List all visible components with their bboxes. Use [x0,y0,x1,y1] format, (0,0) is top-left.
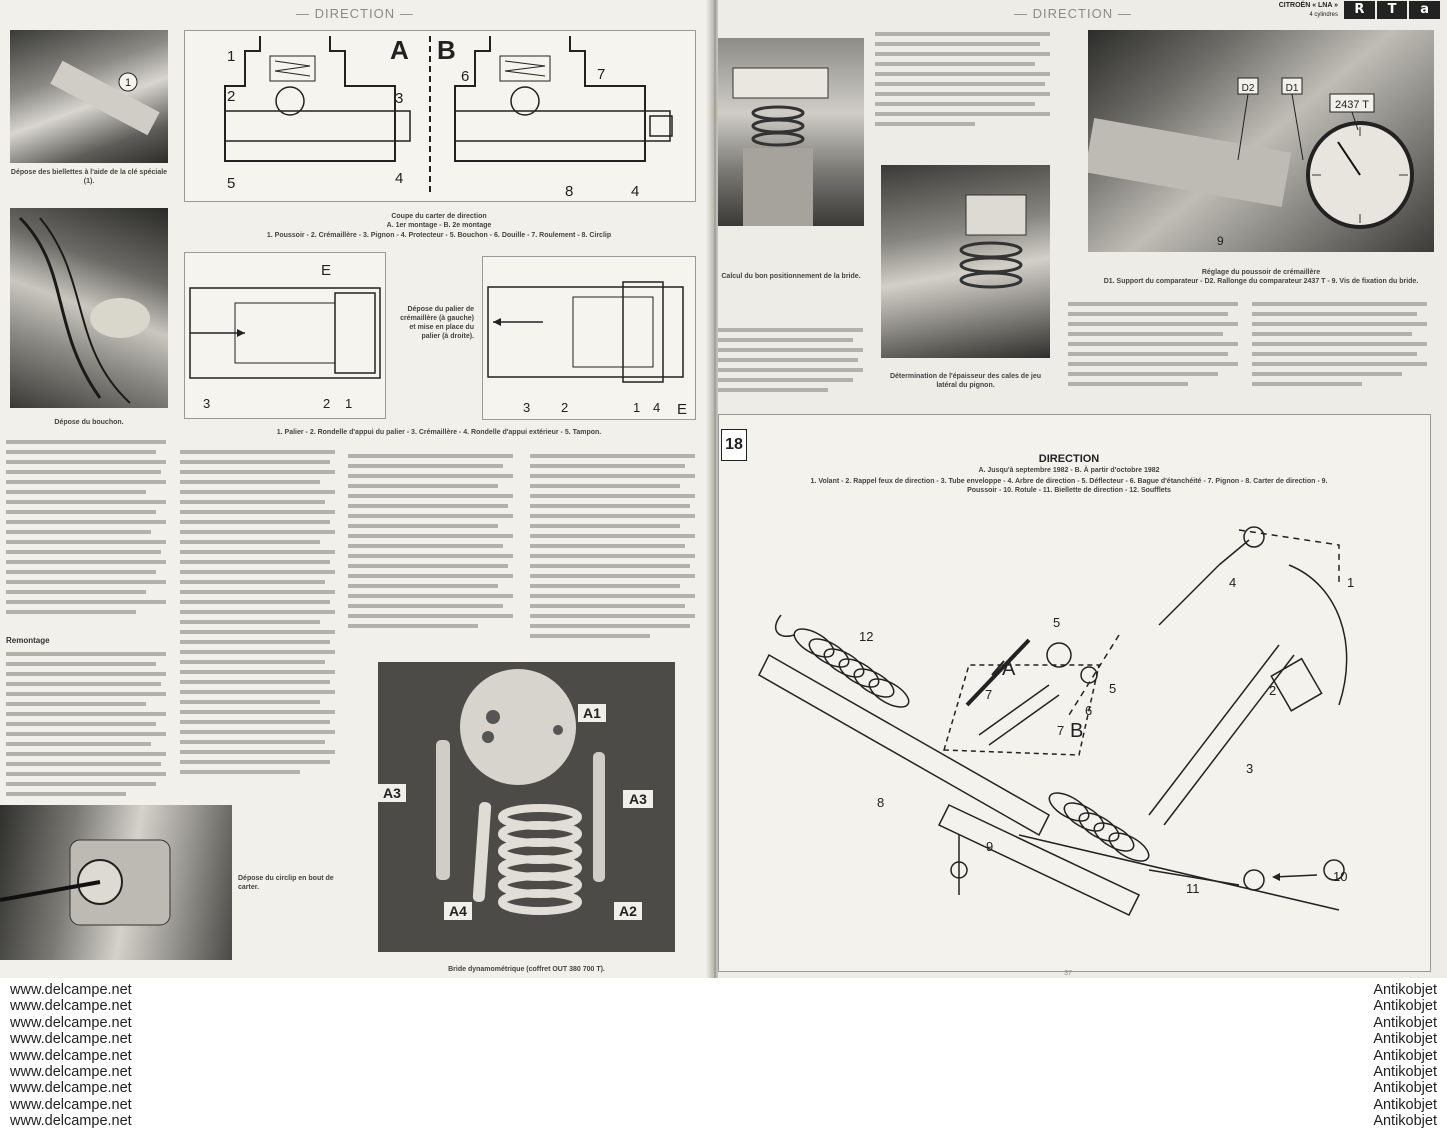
figure1-caption-sub: A. 1er montage - B. 2e montage [386,222,492,229]
callout-3: 3 [1246,761,1254,776]
text-lines-col2 [180,444,340,784]
tool-label-A3-right: A3 [629,791,647,807]
header-model: CITROËN « LNA » [1278,2,1338,9]
fig1-num-4: 4 [395,170,404,187]
figure-steering-housing-section [184,30,696,202]
gauge-sketch [1088,30,1434,252]
page-number: 37 [1064,970,1072,977]
fig2-label-E-right: E [677,401,688,418]
right-text-col-top [875,28,1055,141]
text-lines-col3 [348,448,518,638]
watermark-left-line: www.delcampe.net [10,982,132,998]
photo1-marker: 1 [124,77,132,89]
watermark-left-line: www.delcampe.net [10,1031,132,1048]
figure-steering-exploded [718,414,1431,972]
gauge-label-2437T: 2437 T [1334,99,1370,111]
callout-8: 8 [877,795,885,810]
watermark-right-line: Antikobjet [1373,1113,1437,1130]
text-lines-rmid [1068,296,1243,396]
callout-6: 6 [1085,703,1093,718]
fig1-num-8: 8 [565,183,574,200]
fig1-num-5: 5 [227,175,236,192]
tool-label-A4: A4 [449,903,467,919]
fig2-left-num-1: 1 [345,396,353,411]
photo-plug-removal [10,208,168,408]
fig2-right-num-2: 2 [561,400,569,415]
callout-B: B [1070,720,1084,742]
tool-label-A1: A1 [583,705,601,721]
fig1-num-4b: 4 [631,183,640,200]
photo-dynamometric-flange [378,662,675,952]
gauge-label-9: 9 [1217,234,1224,248]
right-page [718,0,1447,978]
watermark-left-line: www.delcampe.net [10,998,132,1015]
remontage-heading: Remontage [6,636,50,646]
tool-label-A2: A2 [619,903,637,919]
photo-mid-caption: Détermination de l'épaisseur des cales de jeu latéral du pignon. [889,373,1042,389]
watermark-left-line: www.delcampe.net [10,1014,132,1031]
rta-logo [1344,1,1440,19]
figure1-caption-legend: 1. Poussoir - 2. Crémaillère - 3. Pignon - 4. Protecteur - 5. Bouchon - 6. Douille - 7. Roulement - 8. Circlip [266,232,612,239]
fig2-label-E-left: E [321,262,332,279]
photo2-caption: Dépose du bouchon. [54,419,124,426]
left-text-col-4 [530,448,700,646]
text-lines-rtop [875,28,1055,138]
photo-shim-thickness [881,165,1050,358]
watermark-left-line: www.delcampe.net [10,1047,132,1064]
photo-rack-plunger-adjustment [1088,30,1434,252]
watermark-right [1373,982,1437,1130]
exploded-drawing [719,415,1430,971]
watermark-right-line: Antikobjet [1373,1080,1437,1097]
fig1-num-2: 2 [227,88,236,105]
gauge-label-D1: D1 [1285,83,1299,94]
watermark-right-line: Antikobjet [1373,1096,1437,1113]
right-text-col-mid [1068,296,1243,399]
right-text-col-far [1252,296,1432,399]
fig2-left-num-3: 3 [203,396,211,411]
rta-letter-r: R [1344,1,1375,19]
photo3-caption: Dépose du circlip en bout de carter. [238,875,334,891]
photo-circlip-sketch [0,805,232,960]
flange-sketch [718,38,864,226]
diagram-number: 18 [721,429,747,461]
section-drawing [185,31,695,201]
photo-right-caption-legend: D1. Support du comparateur - D2. Rallonge du comparateur 2437 T - 9. Vis de fixation du bride. [1103,278,1419,285]
figure2-side-caption: Dépose du palier de crémaillère (à gauche) et mise en place du palier (à droite). [400,306,474,340]
tool-drawing [378,662,675,952]
fig1-num-1: 1 [227,48,236,65]
watermark-left-line: www.delcampe.net [10,1063,132,1080]
watermark-right-line: Antikobjet [1373,1047,1437,1064]
left-text-col-1 [6,434,171,811]
callout-A: A [1002,658,1016,680]
watermark-left-line: www.delcampe.net [10,1113,132,1130]
photo-flange-positioning [718,38,864,226]
callout-7a: 7 [985,687,993,702]
watermark-footer [0,982,1447,1131]
watermark-right-line: Antikobjet [1373,982,1437,998]
callout-4: 4 [1229,575,1237,590]
left-text-col-3 [348,448,518,641]
fig2-right-num-1: 1 [633,400,641,415]
photo-right-caption-title: Réglage du poussoir de crémaillère [1201,269,1321,276]
photo-plug-sketch [10,208,168,408]
gauge-label-D2: D2 [1241,83,1255,94]
fig2-right-num-4: 4 [653,400,661,415]
tool-photo-caption: Bride dynamométrique (coffret OUT 380 700 T). [448,966,605,973]
right-text-col-left [718,322,868,405]
text-lines-col1 [6,434,171,629]
callout-5a: 5 [1053,615,1061,630]
rta-letter-a: a [1409,1,1440,19]
watermark-right-line: Antikobjet [1373,998,1437,1015]
diagram-subtitle: A. Jusqu'à septembre 1982 - B. À partir d'octobre 1982 [978,467,1160,474]
rta-letter-t: T [1377,1,1408,19]
diagram-legend: 1. Volant - 2. Rappel feux de direction - 3. Tube enveloppe - 4. Arbre de direction - 5. Déflecteur - 6. Bague d'étanchéité - 7. Pignon - 8. Carter de direction - 9. Poussoir - 10. Rotule - 11. Biellette de direction - 12. Soufflets [810,478,1328,494]
bearing-left-drawing [185,253,385,418]
callout-5b: 5 [1109,681,1117,696]
diagram-title: DIRECTION [1038,453,1100,465]
callout-9: 9 [986,839,994,854]
fig2-left-num-2: 2 [323,396,331,411]
left-text-col-2 [180,444,340,787]
fig1-num-3: 3 [395,90,404,107]
figure2-caption-legend: 1. Palier - 2. Rondelle d'appui du palier - 3. Crémaillère - 4. Rondelle d'appui extérieur - 5. Tampon. [276,429,602,436]
watermark-left-line: www.delcampe.net [10,1096,132,1113]
tool-label-A3-left: A3 [383,785,401,801]
photo-tie-rod-removal [10,30,168,163]
label-A: A [390,35,409,65]
callout-11: 11 [1186,881,1200,896]
fig2-right-num-3: 3 [523,400,531,415]
shim-sketch [881,165,1050,358]
text-lines-col1b [6,648,171,808]
right-running-title: — DIRECTION — [1014,6,1132,21]
photo1-caption: Dépose des biellettes à l'aide de la clé spéciale (1). [10,169,168,185]
watermark-right-line: Antikobjet [1373,1014,1437,1031]
watermark-left [10,982,132,1130]
photo-circlip-removal [0,805,232,960]
fig1-num-7: 7 [597,66,606,83]
figure1-caption-title: Coupe du carter de direction [391,213,487,220]
label-B: B [437,35,456,65]
bearing-right-drawing [483,257,695,419]
watermark-left-line: www.delcampe.net [10,1080,132,1097]
watermark-right-line: Antikobjet [1373,1031,1437,1048]
photo-tie-rod-sketch [10,30,168,163]
figure-bearing-removal-left [184,252,386,419]
callout-12: 12 [859,629,874,644]
fig1-num-6: 6 [461,68,470,85]
text-lines-col4 [530,448,700,643]
callout-10: 10 [1333,869,1348,884]
left-running-title: — DIRECTION — [296,6,414,21]
photo-left-caption: Calcul du bon positionnement de la bride. [721,273,861,280]
callout-2: 2 [1269,683,1277,698]
header-sub: 4 cylindres [1309,12,1338,18]
left-page [0,0,712,978]
callout-7b: 7 [1057,723,1065,738]
figure-bearing-removal-right [482,256,696,420]
callout-1: 1 [1347,575,1355,590]
text-lines-rfar [1252,296,1432,396]
watermark-right-line: Antikobjet [1373,1063,1437,1080]
text-lines-rleft [718,322,868,402]
